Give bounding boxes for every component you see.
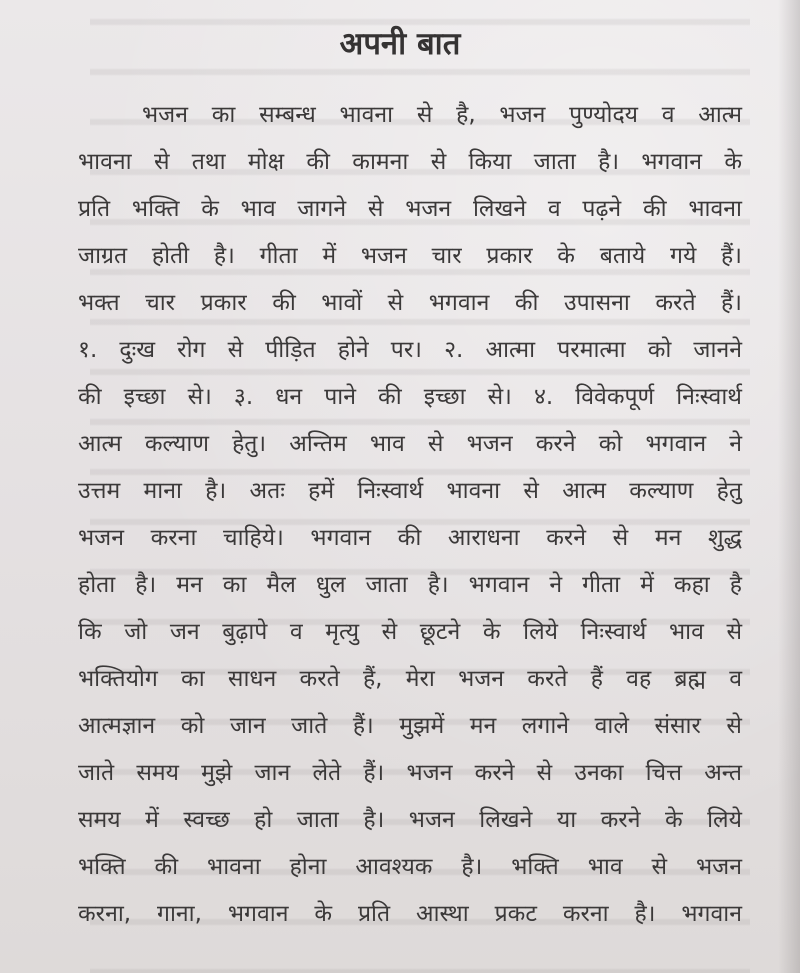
text-line: आत्मज्ञान को जान जाते हैं। मुझमें मन लगाने वाले संसार से <box>78 713 742 739</box>
text-line: भजन का सम्बन्ध भावना से है, भजन पुण्योदय व आत्म <box>142 102 742 128</box>
text-line: आत्म कल्याण हेतु। अन्तिम भाव से भजन करने को भगवान ने <box>78 431 742 457</box>
text-line: भजन करना चाहिये। भगवान की आराधना करने से मन शुद्ध <box>78 525 742 551</box>
text-line: जाते समय मुझे जान लेते हैं। भजन करने से उनका चित्त अन्त <box>78 760 742 786</box>
text-line: होता है। मन का मैल धुल जाता है। भगवान ने गीता में कहा है <box>78 572 742 598</box>
text-line: करना, गाना, भगवान के प्रति आस्था प्रकट करना है। भगवान <box>78 901 742 927</box>
text-line: प्रति भक्ति के भाव जागने से भजन लिखने व पढ़ने की भावना <box>78 196 742 222</box>
text-line: भक्ति की भावना होना आवश्यक है। भक्ति भाव से भजन <box>78 854 742 880</box>
text-line: कि जो जन बुढ़ापे व मृत्यु से छूटने के लिये निःस्वार्थ भाव से <box>78 619 742 645</box>
text-line: की इच्छा से। ३. धन पाने की इच्छा से। ४. विवेकपूर्ण निःस्वार्थ <box>78 384 742 410</box>
page-edge-shadow <box>778 0 800 973</box>
page-title: अपनी बात <box>339 26 461 62</box>
text-line: उत्तम माना है। अतः हमें निःस्वार्थ भावना से आत्म कल्याण हेतु <box>78 478 742 504</box>
body-paragraph <box>78 92 742 938</box>
text-line: भावना से तथा मोक्ष की कामना से किया जाता है। भगवान के <box>78 149 742 175</box>
text-line: भक्तियोग का साधन करते हैं, मेरा भजन करते हैं वह ब्रह्म व <box>78 666 742 692</box>
text-line: जाग्रत होती है। गीता में भजन चार प्रकार के बताये गये हैं। <box>78 243 742 269</box>
text-line: समय में स्वच्छ हो जाता है। भजन लिखने या करने के लिये <box>78 807 742 833</box>
text-line: भक्त चार प्रकार की भावों से भगवान की उपासना करते हैं। <box>78 290 742 316</box>
text-line: १. दुःख रोग से पीड़ित होने पर। २. आत्मा परमात्मा को जानने <box>78 337 742 363</box>
